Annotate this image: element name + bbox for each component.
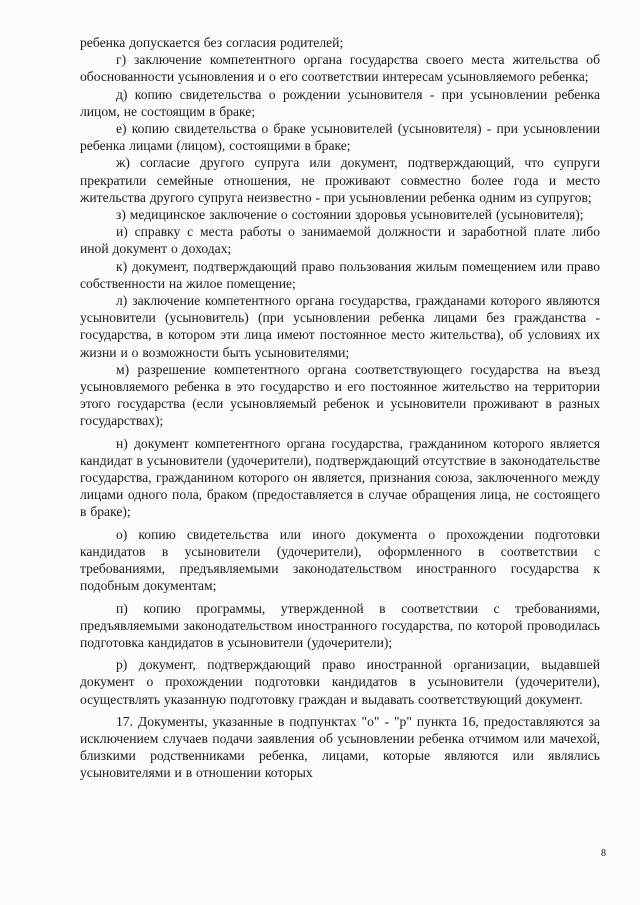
- paragraph-item-n: н) документ компетентного органа государства, гражданином которого является кандидат в усыновители (удочерители), подтверждающий отсутствие в законодательстве государства, гражданином которого он является, признания союза, заключенного между лицами одного пола, браком (предоставляется в случае обращения лица, не состоящего в браке);: [80, 435, 600, 520]
- page-number: 8: [601, 848, 606, 859]
- paragraph-item-zh: ж) согласие другого супруга или документ, подтверждающий, что супруги прекратили семейные отношения, не проживают совместно более года и место жительства другого супруга неизвестно - при усыновлении ребенка одним из супругов;: [80, 155, 600, 205]
- paragraph-item-d: д) копию свидетельства о рождении усыновителя - при усыновлении ребенка лицом, не состоящим в браке;: [80, 86, 600, 119]
- paragraph-item-i: и) справку с места работы о занимаемой должности и заработной плате либо иной документ о доходах;: [80, 224, 600, 257]
- paragraph-item-e: е) копию свидетельства о браке усыновителей (усыновителя) - при усыновлении ребенка лицами (лицом), состоящими в браке;: [80, 121, 600, 154]
- paragraph-item-m: м) разрешение компетентного органа соответствующего государства на въезд усыновляемого ребенка в это государство и его постоянное жительство на территории этого государства (если усыновляемый ребенок и усыновители проживают в разных государствах);: [80, 361, 600, 429]
- paragraph-item-r: р) документ, подтверждающий право иностранной организации, выдавшей документ о прохождении подготовки кандидатов в усыновители (удочерители), осуществлять указанную подготовку граждан и выдавать соответствующий документ.: [80, 657, 600, 707]
- paragraph-item-g: г) заключение компетентного органа государства своего места жительства об обоснованности усыновления и о его соответствии интересам усыновляемого ребенка;: [80, 52, 600, 85]
- paragraph-item-l: л) заключение компетентного органа государства, гражданами которого являются усыновители (усыновитель) (при усыновлении ребенка лицами без гражданства - государства, в котором эти лица имеют постоянное место жительства), об условиях их жизни и о возможности быть усыновителями;: [80, 293, 600, 360]
- paragraph-item-o: о) копию свидетельства или иного документа о прохождении подготовки кандидатов в усыновители (удочерители), оформленного в соответствии с требованиями, предъявляемыми законодательством иностранного государства к подобным документам;: [80, 526, 600, 594]
- paragraph-item-p: п) копию программы, утвержденной в соответствии с требованиями, предъявляемыми законодательством иностранного государства, по которой проводилась подготовка кандидатов в усыновители (удочерители);: [80, 600, 600, 650]
- paragraph-item-z: з) медицинское заключение о состоянии здоровья усыновителей (усыновителя);: [116, 207, 584, 223]
- paragraph-point-17: 17. Документы, указанные в подпунктах "о" - "р" пункта 16, предоставляются за исключением случаев подачи заявления об усыновлении ребенка отчимом или мачехой, близкими родственниками ребенка, лицами, которые являются или являлись усыновителями и в отношении которых: [80, 713, 600, 781]
- paragraph-continuation: ребенка допускается без согласия родителей;: [80, 35, 344, 50]
- paragraph-item-k: к) документ, подтверждающий право пользования жилым помещением или право собственности на жилое помещение;: [80, 258, 600, 291]
